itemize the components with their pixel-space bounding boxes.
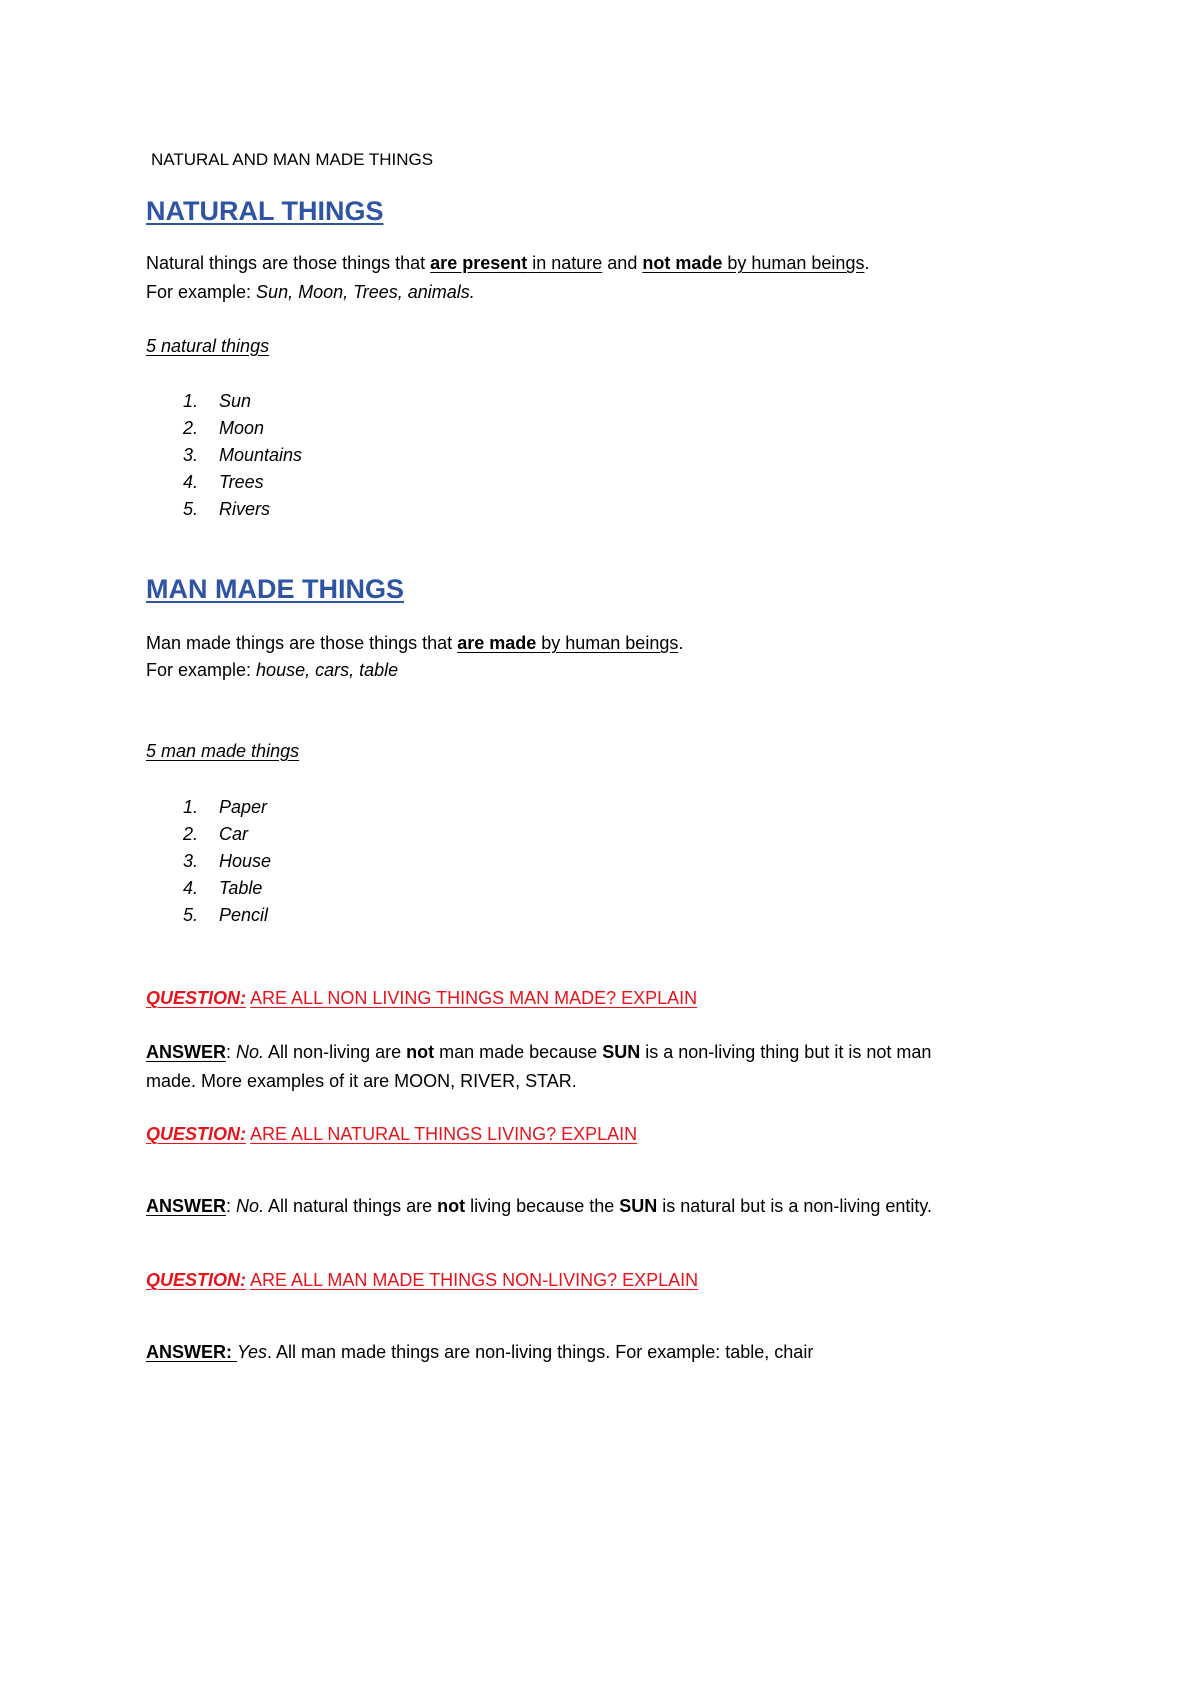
natural-def-and: and — [602, 253, 643, 273]
natural-def-by-human: by human beings — [722, 253, 865, 273]
question-label: QUESTION: — [146, 988, 247, 1008]
manmade-example-items: house, cars, table — [256, 660, 399, 680]
manmade-def-bold-are-made: are made — [457, 633, 537, 653]
manmade-def-end: . — [678, 633, 684, 653]
answer-label: ANSWER — [146, 1196, 226, 1216]
natural-def-bold-not-made: not made — [642, 253, 723, 273]
question-label: QUESTION: — [146, 1124, 247, 1144]
natural-list-title: 5 natural things — [146, 336, 270, 356]
natural-def-end: . — [864, 253, 870, 273]
manmade-def-by-human: by human beings — [536, 633, 679, 653]
natural-list — [183, 388, 302, 523]
manmade-list-title: 5 man made things — [146, 741, 300, 761]
answer-lead: No. — [236, 1196, 265, 1216]
document-title: NATURAL AND MAN MADE THINGS — [151, 150, 434, 169]
natural-example-items: Sun, Moon, Trees, animals. — [256, 282, 475, 302]
answer-label: ANSWER — [146, 1042, 226, 1062]
manmade-heading: MAN MADE THINGS — [146, 574, 404, 604]
natural-heading: NATURAL THINGS — [146, 196, 384, 226]
manmade-list — [183, 794, 271, 929]
manmade-definition — [146, 633, 683, 654]
natural-example — [146, 282, 475, 303]
list-item: 1. Sun — [183, 391, 252, 411]
natural-def-start: Natural things are those things that — [146, 253, 431, 273]
manmade-example-label: For example: — [146, 660, 257, 680]
question-3 — [146, 1270, 698, 1291]
question-1 — [146, 988, 697, 1009]
list-item: 4. Table — [183, 878, 263, 898]
question-text: ARE ALL MAN MADE THINGS NON-LIVING? EXPLAIN — [250, 1270, 699, 1290]
answer-lead: No. — [236, 1042, 265, 1062]
answer-1-line-1: ANSWER: No. All non-living are not man made because SUN is a non-living thing but it is not man — [146, 1042, 932, 1062]
manmade-example — [146, 660, 398, 681]
list-item: 2. Car — [183, 824, 249, 844]
natural-def-bold-present: are present — [430, 253, 528, 273]
answer-lead: Yes — [237, 1342, 268, 1362]
list-item: 4. Trees — [183, 472, 264, 492]
natural-definition — [146, 253, 869, 274]
question-2 — [146, 1124, 637, 1145]
list-item: 2. Moon — [183, 418, 265, 438]
answer-2: ANSWER: No. All natural things are not living because the SUN is natural but is a non-living entity. — [146, 1196, 933, 1216]
list-item: 5. Rivers — [183, 499, 271, 519]
manmade-def-start: Man made things are those things that — [146, 633, 458, 653]
list-item: 1. Paper — [183, 797, 268, 817]
question-label: QUESTION: — [146, 1270, 247, 1290]
answer-3: ANSWER: Yes. All man made things are non-living things. For example: table, chair — [146, 1342, 814, 1362]
question-text: ARE ALL NON LIVING THINGS MAN MADE? EXPLAIN — [250, 988, 698, 1008]
question-text: ARE ALL NATURAL THINGS LIVING? EXPLAIN — [250, 1124, 638, 1144]
natural-def-in-nature: in nature — [527, 253, 603, 273]
list-item: 3. House — [183, 851, 272, 871]
natural-example-label: For example: — [146, 282, 257, 302]
list-item: 3. Mountains — [183, 445, 303, 465]
list-item: 5. Pencil — [183, 905, 269, 925]
answer-1-line-2: made. More examples of it are MOON, RIVER, STAR. — [146, 1071, 577, 1091]
answer-label: ANSWER: — [146, 1342, 237, 1362]
